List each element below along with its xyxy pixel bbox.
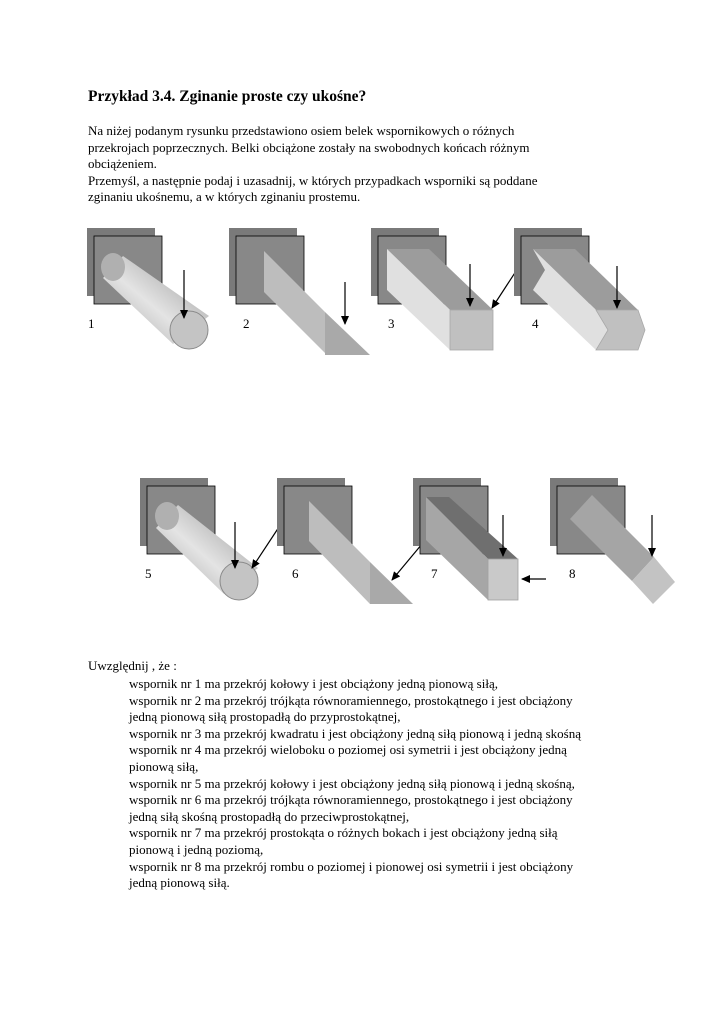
triangle-section [325,312,370,355]
beam-figure-2 [229,228,370,355]
note-line: jedną siłą skośną prostopadłą do przeciwprostokątnej, [129,808,410,824]
beam-figure-5 [140,478,279,600]
note-line: pionową siłą, [129,758,199,774]
figure-number: 7 [431,566,438,581]
intro-line: Na niżej podanym rysunku przedstawiono osiem belek wspornikowych o różnych [88,123,515,138]
cylinder-root [101,253,125,281]
note-line: wspornik nr 4 ma przekrój wieloboku o poziomej osi symetrii i jest obciążony jedną [129,742,567,758]
note-line: jedną pionową siłą prostopadłą do przyprostokątnej, [129,709,401,725]
exercise-title: Przykład 3.4. Zginanie proste czy ukośne? [88,88,367,105]
notes-list [129,676,581,892]
note-line: wspornik nr 8 ma przekrój rombu o poziomej i pionowej osi symetrii i jest obciążony [129,858,574,874]
figure-number: 2 [243,316,250,331]
note-line: wspornik nr 7 ma przekrój prostokąta o różnych bokach i jest obciążony jedną siłą [129,825,558,841]
beam-figure-7 [413,478,546,600]
oblique-load-arrow [392,544,422,580]
note-line: wspornik nr 2 ma przekrój trójkąta równoramiennego, prostokątnego i jest obciążony [129,692,573,708]
notes-lead: Uwzględnij , że : [88,658,177,673]
figure-number: 6 [292,566,299,581]
note-line: wspornik nr 1 ma przekrój kołowy i jest obciążony jedną pionową siłą, [129,676,498,691]
intro-line: zginaniu ukośnemu, a w których zginaniu prostemu. [88,189,361,204]
intro-line: obciążeniem. [88,156,157,171]
figure-number: 5 [145,566,152,581]
note-line: wspornik nr 6 ma przekrój trójkąta równoramiennego, prostokątnego i jest obciążony [129,792,573,808]
cylinder-root [155,502,179,530]
figure-number: 3 [388,316,395,331]
figure-number: 4 [532,316,539,331]
circle-section [170,311,208,349]
rectangle-section [488,559,518,600]
note-line: wspornik nr 5 ma przekrój kołowy i jest obciążony jedną siłą pionową i jedną skośną, [129,775,575,791]
figure-number: 1 [88,316,95,331]
beam-figure-8 [550,478,675,604]
note-line: jedną pionową siłą. [129,875,230,891]
square-section [450,310,493,350]
beam-figure-3 [371,228,520,350]
note-line: pionową i jedną poziomą, [129,841,264,857]
note-line: wspornik nr 3 ma przekrój kwadratu i jest obciążony jedną siłą pionową i jedną skośną [129,725,581,741]
intro-line: Przemyśl, a następnie podaj i uzasadnij, w których przypadkach wsporniki są poddane [88,172,538,188]
oblique-load-arrow [252,527,279,568]
figure-number: 8 [569,566,576,581]
triangle-section [370,562,413,604]
beam-figure-1 [87,228,209,349]
intro-line: przekrojach poprzecznych. Belki obciążone zostały na swobodnych końcach różnym [88,139,530,155]
beam-figure-4 [514,228,645,350]
beam-figure-6 [277,478,422,604]
